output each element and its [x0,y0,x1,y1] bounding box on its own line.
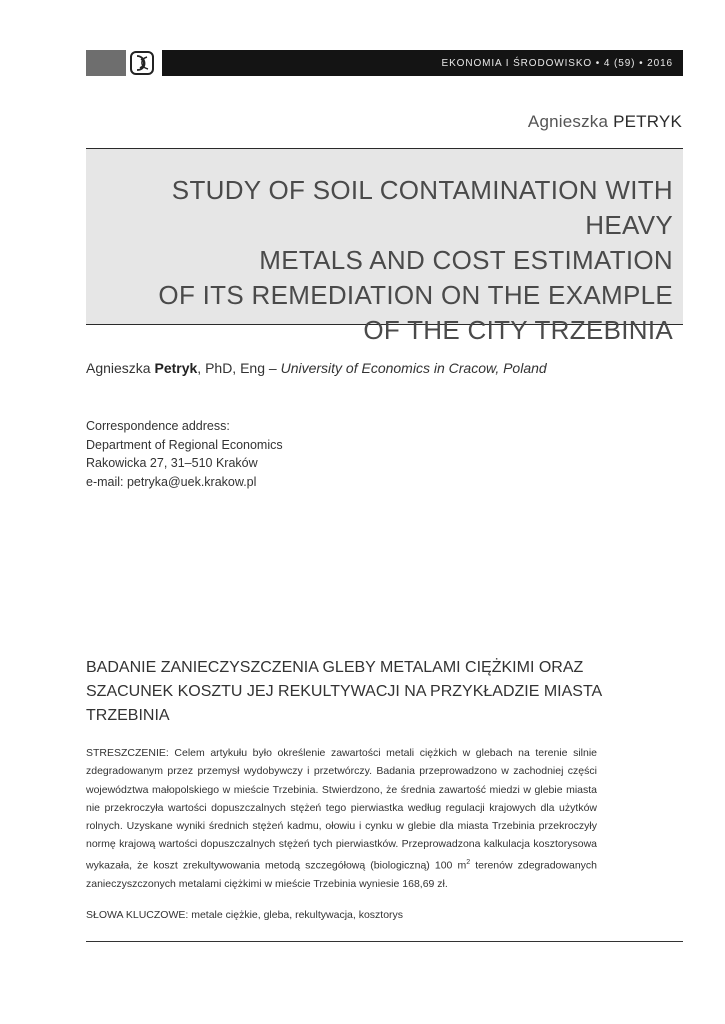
title-line: STUDY OF SOIL CONTAMINATION WITH HEAVY [171,175,673,240]
title-line: OF ITS REMEDIATION ON THE EXAMPLE [158,280,673,310]
correspondence-line: Correspondence address: [86,419,230,433]
polish-title-line: BADANIE ZANIECZYSZCZENIA GLEBY METALAMI CIĘŻKIMI ORAZ [86,659,584,676]
affiliation-degree: , PhD, Eng – [197,360,281,376]
abstract-text: STRESZCZENIE: Celem artykułu było określenie zawartości metali ciężkich w glebach na terenie silnie zdegradowanym przez przemysł wydobywczy i przetwórczy. Badania przeprowadzono w zachodniej części województwa małopolskiego w mieście Trzebinia. Stwierdzono, że średnia zawartość miedzi w glebie miasta nie przekroczyła wartości dopuszczalnych stężeń tego pierwiastka według regulacji krajowych dla użytków rolnych. Uzyskane wyniki średnich stężeń kadmu, ołowiu i cynku w glebie dla miasta Trzebinia przekroczyły normę krajową wartości dopuszczalnych stężeń tych pierwiastków. Przeprowadzona kalkulacja kosztorysowa wykazała, że koszt zrekultywowania metodą szczegółową (biologiczną) 100 m [86,747,597,872]
abstract [86,744,597,893]
journal-logo [128,50,158,76]
bottom-divider [86,941,683,942]
author-heading [528,112,682,132]
polish-title-line: SZACUNEK KOSZTU JEJ REKULTYWACJI NA PRZYKŁADZIE MIASTA [86,683,603,700]
journal-header [162,50,683,76]
author-first-name: Agnieszka [527,112,609,131]
affiliation [86,360,547,376]
abstract-superscript: 2 [466,858,471,866]
author-last-name: PETRYK [613,112,682,131]
article-title [93,173,673,348]
affiliation-institution: University of Economics in Cracow, Poland [280,360,547,376]
polish-title [86,656,606,728]
correspondence-line: Rakowicka 27, 31–510 Kraków [86,456,258,470]
journal-logo-icon [128,50,158,76]
title-line: OF THE CITY TRZEBINIA [363,315,673,345]
title-line: METALS AND COST ESTIMATION [259,245,673,275]
polish-title-line: TRZEBINIA [86,707,170,724]
title-box [86,148,683,345]
affiliation-first-name: Agnieszka [86,360,151,376]
correspondence-email: e-mail: petryka@uek.krakow.pl [86,474,257,489]
affiliation-last-name: Petryk [154,360,198,376]
abstract-text-end: terenów zdegradowanych zanieczyszczonych metalami ciężkimi w mieście Trzebinia wyniesie 168,69 zł. [86,859,598,890]
keywords: SŁOWA KLUCZOWE: metale ciężkie, gleba, rekultywacja, kosztorys [86,909,404,921]
correspondence-block [86,417,283,491]
journal-name: EKONOMIA I ŚRODOWISKO • 4 (59) • 2016 [441,57,673,69]
correspondence-line: Department of Regional Economics [86,437,283,452]
header-gray-block [86,50,126,76]
